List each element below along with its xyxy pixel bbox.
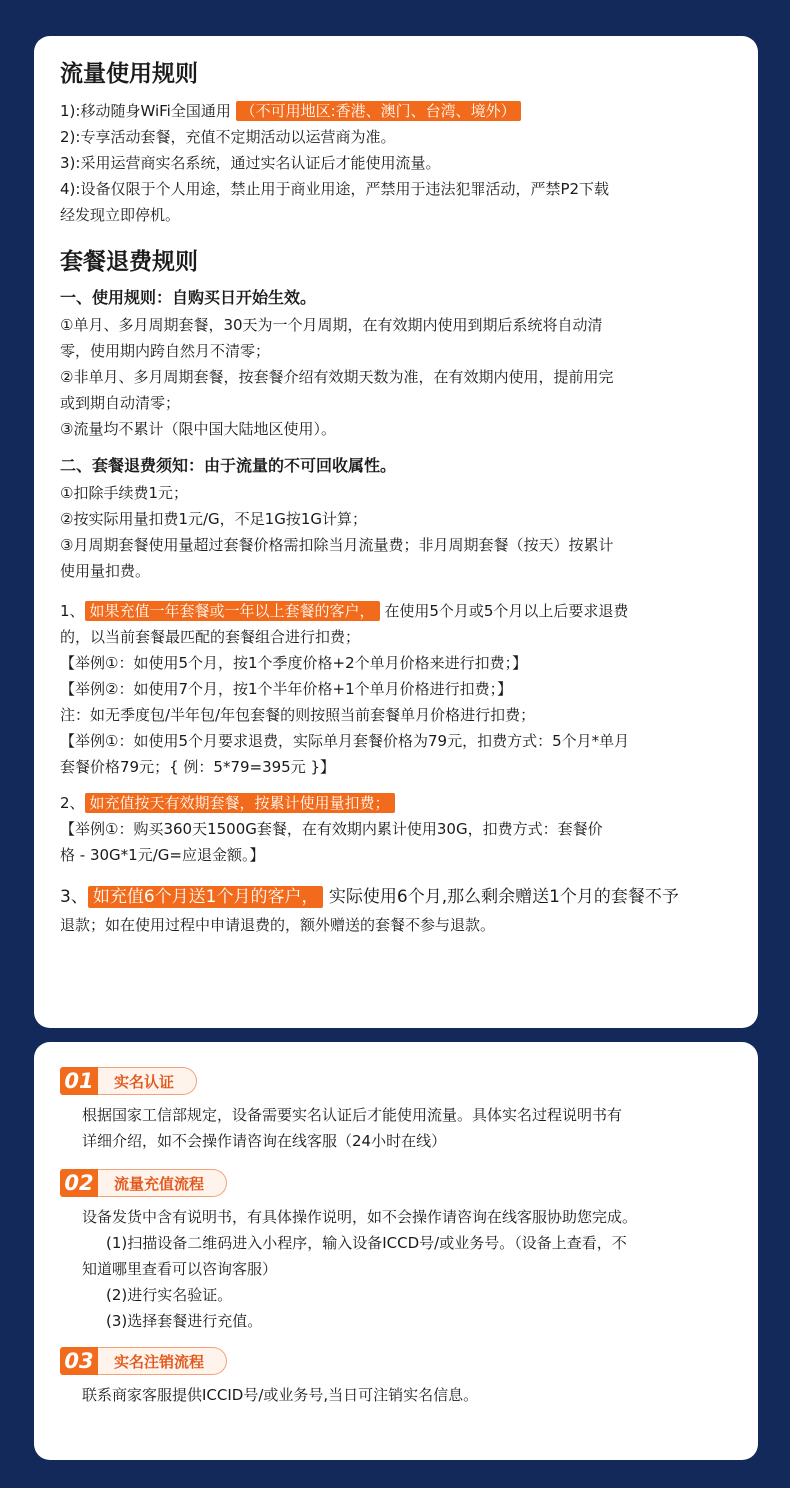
refund-part1-line: 零，使用期内跨自然月不清零；: [60, 342, 271, 360]
usage-rule-2: 2):专享活动套餐，充值不定期活动以运营商为准。: [60, 128, 396, 146]
refund-case2-line: 格 - 30G*1元/G=应退金额。】: [60, 846, 265, 864]
step-line: 联系商家客服提供ICCID号/或业务号,当日可注销实名信息。: [82, 1386, 479, 1404]
step-label-tag: 实名认证: [98, 1067, 197, 1095]
refund-part1-line: ②非单月、多月周期套餐，按套餐介绍有效期天数为准，在有效期内使用，提前用完: [60, 368, 614, 386]
case1-highlight: 如果充值一年套餐或一年以上套餐的客户，: [85, 601, 380, 621]
step-number-badge: 01: [60, 1067, 98, 1095]
step-line: 详细介绍，如不会操作请咨询在线客服（24小时在线）: [82, 1132, 447, 1150]
usage-rules-title: 流量使用规则: [60, 61, 198, 87]
refund-case1-first-line: 1、 如果充值一年套餐或一年以上套餐的客户， 在使用5个月或5个月以上后要求退费: [60, 602, 629, 620]
rules-card: [34, 36, 758, 1028]
refund-case3-first-line: 3、 如充值6个月送1个月的客户， 实际使用6个月,那么剩余赠送1个月的套餐不予: [60, 887, 679, 907]
step-01-header: [60, 1066, 732, 1096]
unavailable-regions-highlight: （不可用地区:香港、澳门、台湾、境外）: [236, 101, 521, 121]
refund-part2-line: ①扣除手续费1元；: [60, 484, 188, 502]
step-line: (1)扫描设备二维码进入小程序，输入设备ICCD号/或业务号。（设备上查看，不: [106, 1234, 627, 1252]
step-line: 知道哪里查看可以咨询客服）: [82, 1260, 278, 1278]
usage-rule-3: 3):采用运营商实名系统，通过实名认证后才能使用流量。: [60, 154, 441, 172]
step-label-tag: 实名注销流程: [98, 1347, 227, 1375]
step-line: (3)选择套餐进行充值。: [106, 1312, 263, 1330]
step-label-tag: 流量充值流程: [98, 1169, 227, 1197]
refund-case2-line: 【举例①：购买360天1500G套餐，在有效期内累计使用30G，扣费方式：套餐价: [60, 820, 603, 838]
step-number-badge: 03: [60, 1347, 98, 1375]
refund-part1-line: ①单月、多月周期套餐，30天为一个月周期，在有效期内使用到期后系统将自动清: [60, 316, 603, 334]
refund-part2-line: ③月周期套餐使用量超过套餐价格需扣除当月流量费；非月周期套餐（按天）按累计: [60, 536, 614, 554]
usage-rules-list: [60, 98, 732, 228]
refund-part2-heading: 二、套餐退费须知：由于流量的不可回收属性。: [60, 456, 397, 475]
step-01-body: [60, 1102, 732, 1154]
refund-case1-line: 的，以当前套餐最匹配的套餐组合进行扣费；: [60, 628, 361, 646]
step-03-body: [60, 1382, 732, 1408]
refund-case1-line: 套餐价格79元；{ 例：5*79=395元 }】: [60, 758, 336, 776]
refund-case1-line: 注：如无季度包/半年包/年包套餐的则按照当前套餐单月价格进行扣费；: [60, 706, 536, 724]
usage-rule-4-cont: 经发现立即停机。: [60, 206, 181, 224]
step-02-body: [60, 1204, 732, 1334]
refund-case1-line: 【举例①：如使用5个月要求退费，实际单月套餐价格为79元，扣费方式：5个月*单月: [60, 732, 630, 750]
refund-rules-title: 套餐退费规则: [60, 249, 198, 275]
refund-case3-line: 退款；如在使用过程中申请退费的，额外赠送的套餐不参与退款。: [60, 916, 496, 934]
refund-case1-line: 【举例①：如使用5个月，按1个季度价格+2个单月价格来进行扣费；】: [60, 654, 528, 672]
refund-part1-heading: 一、使用规则：自购买日开始生效。: [60, 288, 317, 307]
refund-part1-line: 或到期自动清零；: [60, 394, 181, 412]
refund-part2-line: 使用量扣费。: [60, 562, 151, 580]
step-02-header: [60, 1168, 732, 1198]
refund-case1-line: 【举例②：如使用7个月，按1个半年价格+1个单月价格进行扣费；】: [60, 680, 513, 698]
case2-highlight: 如充值按天有效期套餐，按累计使用量扣费；: [85, 793, 395, 813]
usage-rule-4: 4):设备仅限于个人用途，禁止用于商业用途，严禁用于违法犯罪活动，严禁P2下载: [60, 180, 610, 198]
refund-part1-line: ③流量均不累计（限中国大陆地区使用）。: [60, 420, 336, 438]
usage-rule-1: 1):移动随身WiFi全国通用 （不可用地区:香港、澳门、台湾、境外）: [60, 98, 732, 124]
step-line: (2)进行实名验证。: [106, 1286, 233, 1304]
step-03-header: [60, 1346, 732, 1376]
step-line: 设备发货中含有说明书，有具体操作说明，如不会操作请咨询在线客服协助您完成。: [82, 1208, 638, 1226]
refund-case2-first-line: 2、 如充值按天有效期套餐，按累计使用量扣费；: [60, 790, 732, 816]
case3-highlight: 如充值6个月送1个月的客户，: [88, 886, 324, 908]
steps-card: [34, 1042, 758, 1460]
step-number-badge: 02: [60, 1169, 98, 1197]
step-line: 根据国家工信部规定，设备需要实名认证后才能使用流量。具体实名过程说明书有: [82, 1106, 623, 1124]
refund-part2-line: ②按实际用量扣费1元/G，不足1G按1G计算；: [60, 510, 368, 528]
